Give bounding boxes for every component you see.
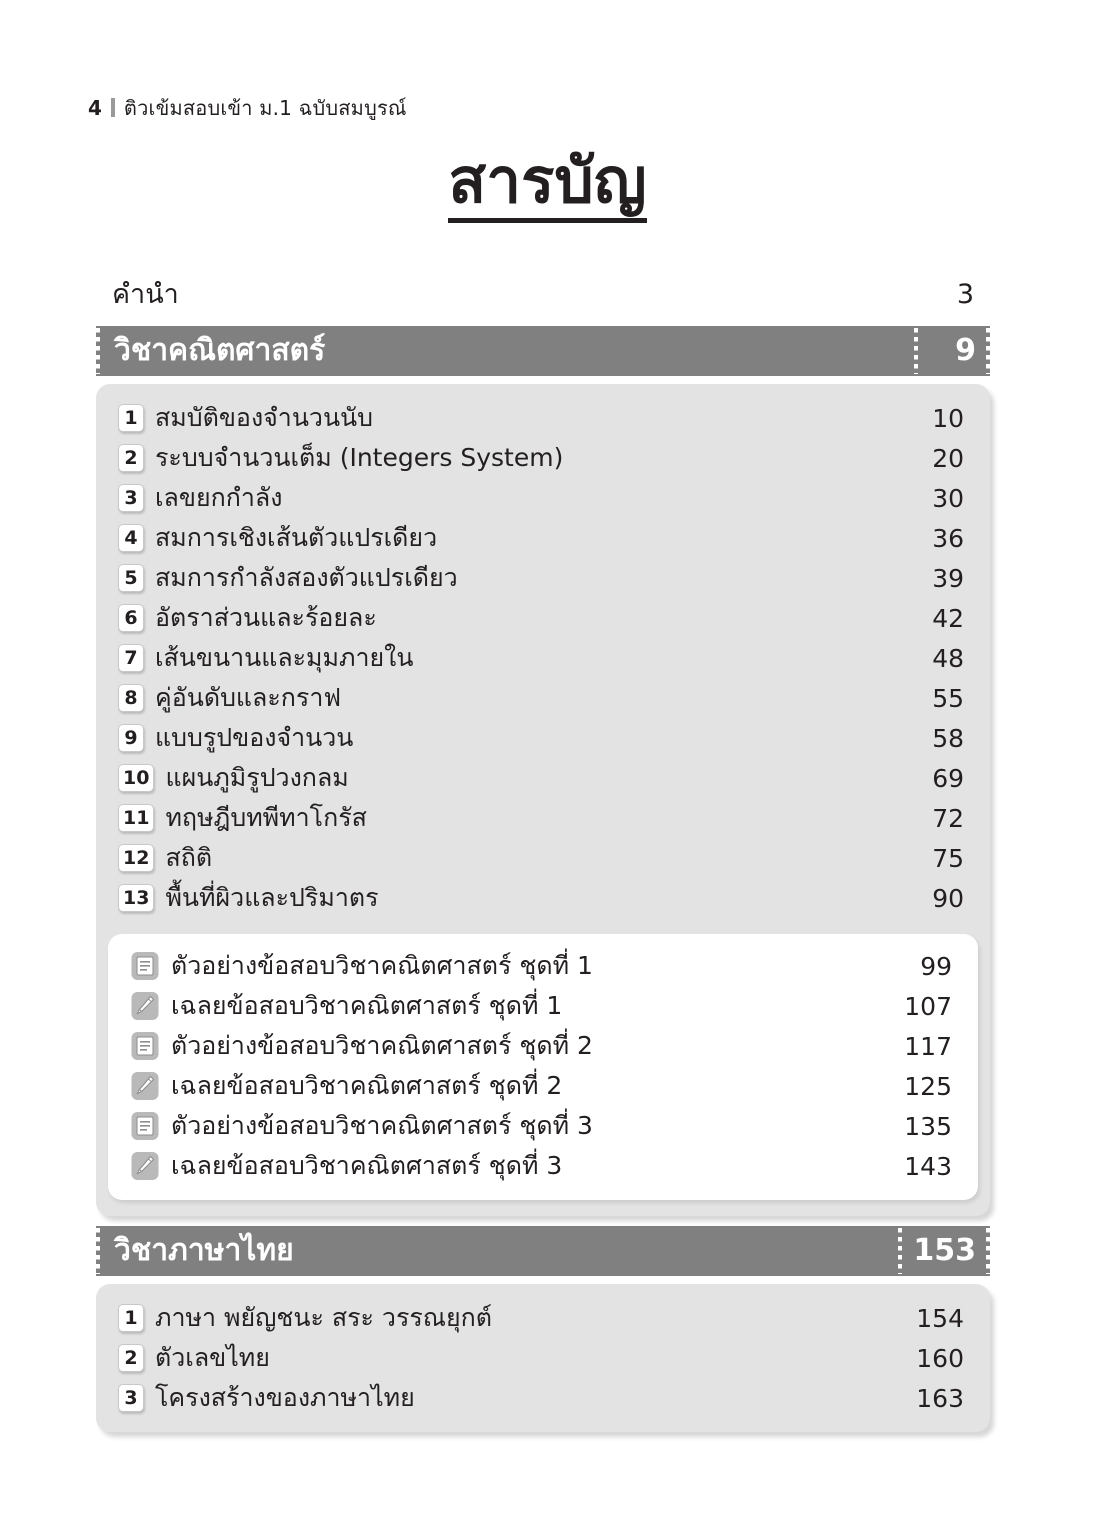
chapter-label: สมการกำลังสองตัวแปรเดียว bbox=[155, 563, 458, 592]
section-body-mathematics bbox=[96, 384, 990, 1216]
section-page: 9 bbox=[955, 333, 976, 368]
table-row[interactable] bbox=[96, 758, 990, 798]
table-row[interactable] bbox=[96, 438, 990, 478]
chapter-page: 90 bbox=[932, 883, 964, 913]
exam-label: เฉลยข้อสอบวิชาคณิตศาสตร์ ชุดที่ 1 bbox=[171, 991, 563, 1020]
chapter-page: 48 bbox=[932, 643, 964, 673]
chapter-page: 154 bbox=[916, 1303, 964, 1333]
chapter-number-badge: 8 bbox=[118, 684, 144, 712]
section-page: 153 bbox=[913, 1233, 976, 1268]
exam-label: ตัวอย่างข้อสอบวิชาคณิตศาสตร์ ชุดที่ 2 bbox=[171, 1031, 593, 1060]
chapter-number-badge: 5 bbox=[118, 564, 144, 592]
section-header-thai-language[interactable] bbox=[96, 1226, 990, 1276]
preface-row[interactable] bbox=[112, 272, 974, 315]
exam-page: 125 bbox=[904, 1071, 952, 1101]
preface-page: 3 bbox=[956, 279, 974, 310]
page-title bbox=[0, 144, 1095, 223]
chapter-label: สมการเชิงเส้นตัวแปรเดียว bbox=[155, 523, 438, 552]
dotted-rule-left-icon bbox=[96, 1228, 100, 1274]
chapter-number-badge: 7 bbox=[118, 644, 144, 672]
chapter-page: 160 bbox=[916, 1343, 964, 1373]
table-row[interactable] bbox=[96, 1378, 990, 1418]
chapter-page: 75 bbox=[932, 843, 964, 873]
table-row[interactable] bbox=[96, 718, 990, 758]
list-item[interactable] bbox=[108, 1066, 978, 1106]
folio-number: 4 bbox=[88, 96, 102, 120]
pencil-icon bbox=[130, 1070, 160, 1102]
exam-label: เฉลยข้อสอบวิชาคณิตศาสตร์ ชุดที่ 3 bbox=[171, 1151, 563, 1180]
chapter-label: สมบัติของจำนวนนับ bbox=[155, 403, 374, 432]
chapter-label: ทฤษฎีบทพีทาโกรัส bbox=[165, 803, 367, 832]
document-icon bbox=[130, 1030, 160, 1062]
table-row[interactable] bbox=[96, 838, 990, 878]
exam-page: 143 bbox=[904, 1151, 952, 1181]
list-item[interactable] bbox=[108, 1106, 978, 1146]
chapter-label: เลขยกกำลัง bbox=[155, 483, 283, 512]
chapter-label: โครงสร้างของภาษาไทย bbox=[155, 1383, 415, 1412]
chapter-page: 69 bbox=[932, 763, 964, 793]
list-item[interactable] bbox=[108, 946, 978, 986]
exam-label: ตัวอย่างข้อสอบวิชาคณิตศาสตร์ ชุดที่ 3 bbox=[171, 1111, 593, 1140]
dotted-rule-mid-icon bbox=[898, 1228, 902, 1274]
running-header bbox=[88, 92, 407, 124]
section-mathematics bbox=[96, 326, 990, 1216]
dotted-rule-left-icon bbox=[96, 328, 100, 374]
header-divider bbox=[111, 98, 115, 117]
document-icon bbox=[130, 1110, 160, 1142]
table-row[interactable] bbox=[96, 558, 990, 598]
chapter-page: 42 bbox=[932, 603, 964, 633]
table-row[interactable] bbox=[96, 1338, 990, 1378]
list-item[interactable] bbox=[108, 986, 978, 1026]
table-row[interactable] bbox=[96, 638, 990, 678]
section-title: วิชาภาษาไทย bbox=[114, 1233, 294, 1268]
chapter-label: ตัวเลขไทย bbox=[155, 1343, 270, 1372]
table-row[interactable] bbox=[96, 678, 990, 718]
chapter-number-badge: 3 bbox=[118, 484, 144, 512]
chapter-label: คู่อันดับและกราฟ bbox=[155, 683, 342, 712]
chapter-number-badge: 10 bbox=[118, 764, 154, 792]
exam-label: ตัวอย่างข้อสอบวิชาคณิตศาสตร์ ชุดที่ 1 bbox=[171, 951, 593, 980]
pencil-icon bbox=[130, 1150, 160, 1182]
table-row[interactable] bbox=[96, 1298, 990, 1338]
section-body-thai-language bbox=[96, 1284, 990, 1432]
table-row[interactable] bbox=[96, 518, 990, 558]
chapter-page: 36 bbox=[932, 523, 964, 553]
section-title: วิชาคณิตศาสตร์ bbox=[114, 333, 326, 368]
chapter-page: 72 bbox=[932, 803, 964, 833]
chapter-label: ภาษา พยัญชนะ สระ วรรณยุกต์ bbox=[155, 1303, 493, 1332]
chapter-label: แผนภูมิรูปวงกลม bbox=[165, 763, 349, 792]
exam-page: 107 bbox=[904, 991, 952, 1021]
chapter-number-badge: 11 bbox=[118, 804, 154, 832]
chapter-page: 20 bbox=[932, 443, 964, 473]
page-title-text: สารบัญ bbox=[448, 150, 646, 223]
chapter-label: ระบบจำนวนเต็ม (Integers System) bbox=[155, 443, 564, 472]
chapter-label: เส้นขนานและมุมภายใน bbox=[155, 643, 414, 672]
chapter-number-badge: 12 bbox=[118, 844, 154, 872]
chapter-number-badge: 9 bbox=[118, 724, 144, 752]
dotted-rule-right-icon bbox=[986, 328, 990, 374]
book-title: ติวเข้มสอบเข้า ม.1 ฉบับสมบูรณ์ bbox=[123, 96, 407, 120]
dotted-rule-right-icon bbox=[986, 1228, 990, 1274]
chapter-number-badge: 4 bbox=[118, 524, 144, 552]
exam-page: 99 bbox=[920, 951, 952, 981]
exam-label: เฉลยข้อสอบวิชาคณิตศาสตร์ ชุดที่ 2 bbox=[171, 1071, 563, 1100]
table-row[interactable] bbox=[96, 478, 990, 518]
table-row[interactable] bbox=[96, 798, 990, 838]
chapter-page: 55 bbox=[932, 683, 964, 713]
chapter-label: สถิติ bbox=[165, 843, 213, 872]
table-row[interactable] bbox=[96, 598, 990, 638]
chapter-page: 30 bbox=[932, 483, 964, 513]
chapter-label: อัตราส่วนและร้อยละ bbox=[155, 603, 377, 632]
document-icon bbox=[130, 950, 160, 982]
exam-panel bbox=[108, 934, 978, 1200]
list-item[interactable] bbox=[108, 1026, 978, 1066]
section-thai-language bbox=[96, 1226, 990, 1432]
section-header-mathematics[interactable] bbox=[96, 326, 990, 376]
chapter-label: พื้นที่ผิวและปริมาตร bbox=[165, 883, 379, 912]
exam-page: 117 bbox=[904, 1031, 952, 1061]
chapter-number-badge: 1 bbox=[118, 404, 144, 432]
dotted-rule-mid-icon bbox=[914, 328, 918, 374]
chapter-page: 163 bbox=[916, 1383, 964, 1413]
chapter-page: 58 bbox=[932, 723, 964, 753]
chapter-number-badge: 2 bbox=[118, 444, 144, 472]
table-row[interactable] bbox=[96, 398, 990, 438]
chapter-page: 10 bbox=[932, 403, 964, 433]
chapter-page: 39 bbox=[932, 563, 964, 593]
chapter-number-badge: 6 bbox=[118, 604, 144, 632]
chapter-number-badge: 3 bbox=[118, 1384, 144, 1412]
table-row[interactable] bbox=[96, 878, 990, 918]
chapter-number-badge: 13 bbox=[118, 884, 154, 912]
chapter-number-badge: 1 bbox=[118, 1304, 144, 1332]
chapter-label: แบบรูปของจำนวน bbox=[155, 723, 354, 752]
list-item[interactable] bbox=[108, 1146, 978, 1186]
exam-page: 135 bbox=[904, 1111, 952, 1141]
chapter-number-badge: 2 bbox=[118, 1344, 144, 1372]
pencil-icon bbox=[130, 990, 160, 1022]
preface-label: คำนำ bbox=[112, 279, 179, 310]
